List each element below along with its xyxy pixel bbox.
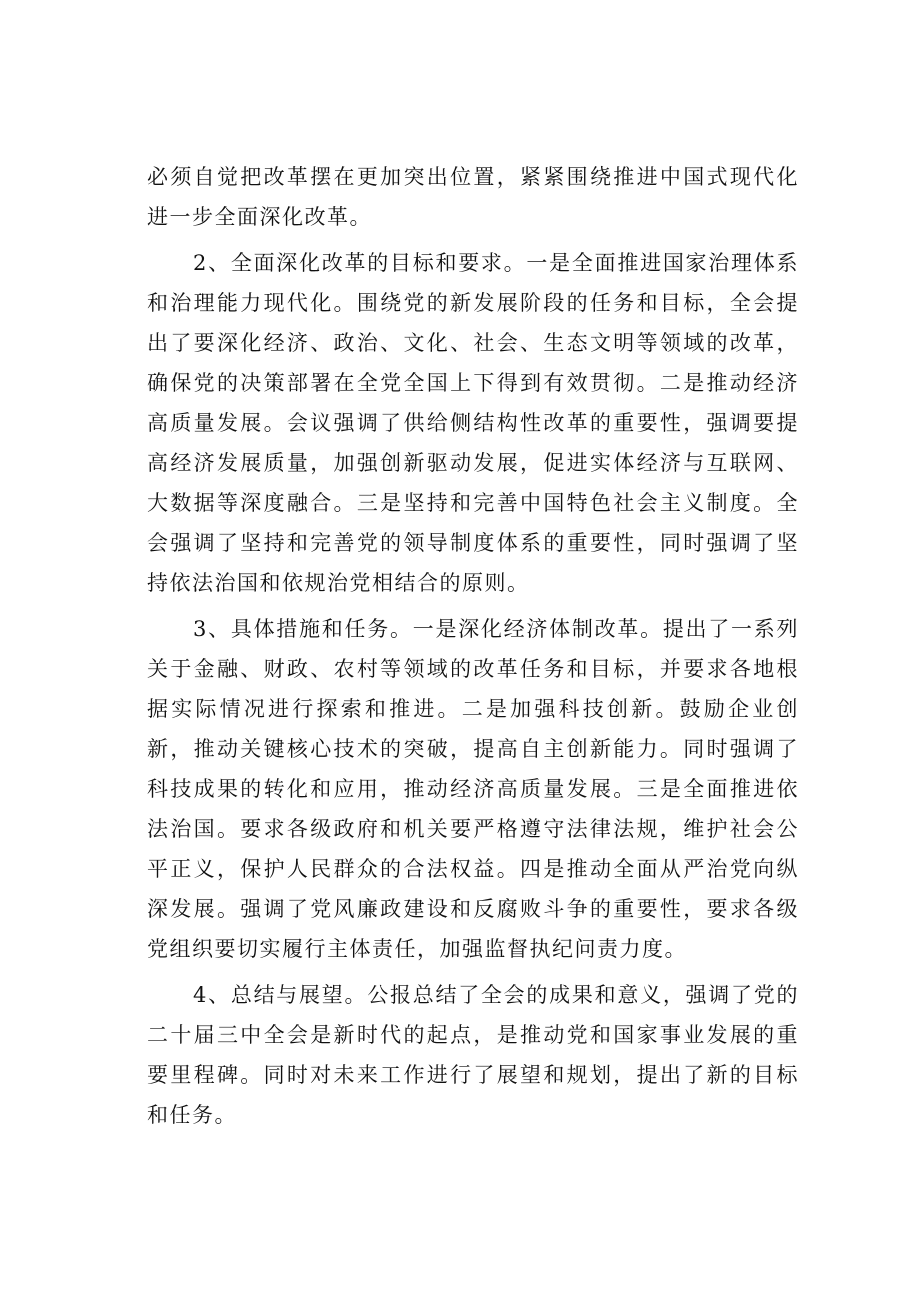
paragraph-measures-tasks: 3、具体措施和任务。一是深化经济体制改革。提出了一系列关于金融、财政、农村等领域的改革任务和目标，并要求各地根据实际情况进行探索和推进。二是加强科技创新。鼓励企业创新，推动关键核心技术的突破，提高自主创新能力。同时强调了科技成果的转化和应用，推动经济高质量发展。三是全面推进依法治国。要求各级政府和机关要严格遵守法律法规，维护社会公平正义，保护人民群众的合法权益。四是推动全面从严治党向纵深发展。强调了党风廉政建设和反腐败斗争的重要性，要求各级党组织要切实履行主体责任，加强监督执纪问责力度。 [147,617,799,961]
paragraph-goals-requirements: 2、全面深化改革的目标和要求。一是全面推进国家治理体系和治理能力现代化。围绕党的新发展阶段的任务和目标，全会提出了要深化经济、政治、文化、社会、生态文明等领域的改革，确保党的决策部署在全党全国上下得到有效贯彻。二是推动经济高质量发展。会议强调了供给侧结构性改革的重要性，强调要提高经济发展质量，加强创新驱动发展，促进实体经济与互联网、大数据等深度融合。三是坚持和完善中国特色社会主义制度。全会强调了坚持和完善党的领导制度体系的重要性，同时强调了坚持依法治国和依规治党相结合的原则。 [147,251,799,595]
document-body [147,157,799,1141]
paragraph-summary-outlook: 4、总结与展望。公报总结了全会的成果和意义，强调了党的二十届三中全会是新时代的起点，是推动党和国家事业发展的重要里程碑。同时对未来工作进行了展望和规划，提出了新的目标和任务。 [147,983,799,1127]
paragraph-continuation: 必须自觉把改革摆在更加突出位置，紧紧围绕推进中国式现代化进一步全面深化改革。 [147,165,799,229]
